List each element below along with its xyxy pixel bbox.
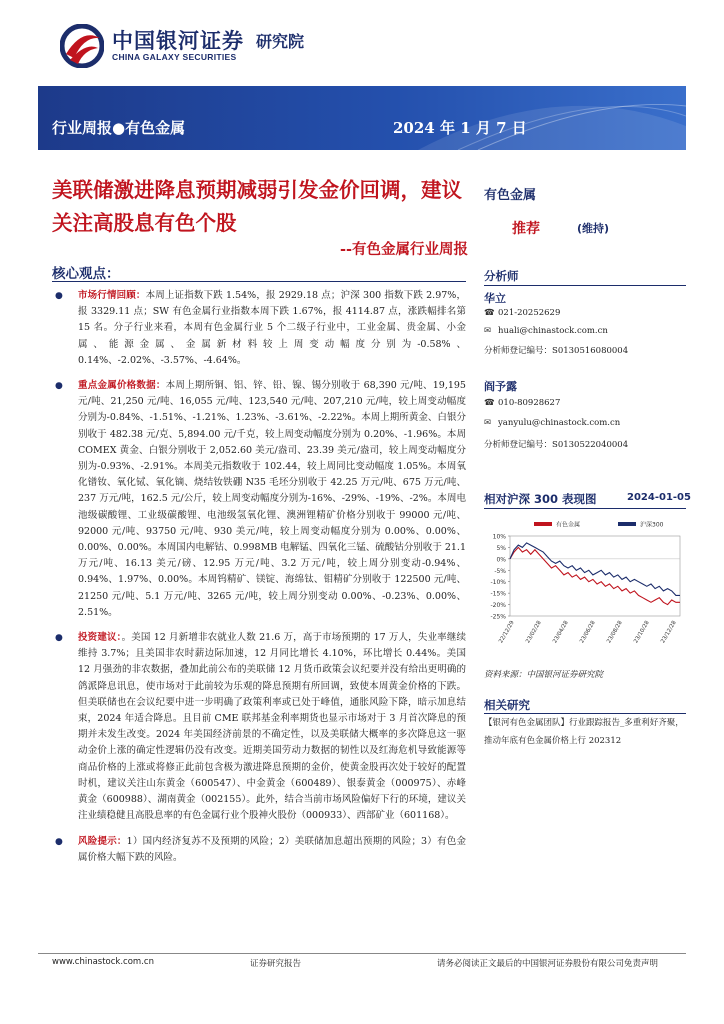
x-tick-label: 23/10/28 — [633, 620, 651, 645]
relative-performance-chart — [484, 516, 686, 646]
list-item — [52, 630, 466, 824]
x-tick-label: 23/06/28 — [579, 620, 597, 645]
phone-icon: ☎ — [484, 308, 495, 318]
bullet-icon: ● — [55, 836, 63, 847]
phone-number: 021-20252629 — [498, 308, 561, 318]
y-tick-label: -20% — [490, 602, 506, 610]
footer-divider — [38, 953, 686, 954]
related-research-link[interactable]: 【银河有色金属团队】行业跟踪报告_多重利好齐聚，推动年底有色金属价格上行 202312 — [484, 718, 684, 746]
footer-website[interactable]: www.chinastock.com.cn — [52, 957, 154, 967]
galaxy-logo-icon — [60, 24, 104, 68]
item-text: 本周上期所铜、铝、锌、铅、镍、锡分别收于 68,390 元/吨、19,195 元/吨、21,250 元/吨、16,055 元/吨、123,540 元/吨、207,210 元/吨，较上周变动幅度分别为-0.84%、-1.51%、-1.21%、1.23%、-3.61%、-2.22%。本周上期所黄金、白银分别收于 482.38 元/克、5,894.00 元/千克，较上周变动幅度分别为 0.20%、-1.96%。本周 COMEX 黄金、白银分别收于 2,052.60 美元/盎司、23.39 美元/盎司，较上周变动幅度分别为-0.93%、-2.91%。本周美元指数收于 102.44，较上周同比变动幅度 1.05%。本周氧化镨钕、氧化铽、氧化镝、烧结钕铁硼 N35 毛坯分别收于 42.25 万元/吨、675 万元/吨、237 万元/吨，162.5 元/公斤，较上周变动幅度分别为-16%、-29%、-19%、-2%。本周电池级碳酸锂、工业级碳酸锂、电池级氢氧化锂、澳洲锂精矿价格分别收于 99000 元/吨、92000 元/吨、93750 元/吨、930 美元/吨，较上周变动幅度分别为 0.00%、0.00%、0.00%、0.00%。本周国内电解钴、0.998MB 电解锰、四氧化三锰、硫酸钴分别收于 21.1 万元/吨、16.13 美元/磅、12.95 万元/吨、3.2 万元/吨，较上周分别变动-0.94%、0.94%、1.97%、0.00%。本周钨精矿、镁锭、海绵钛、钼精矿分别收于 122500 元/吨、21250 元/吨、5.1 万元/吨、3265 元/吨，较上周分别变动 0.00%、-0.23%、0.00%、2.51%。 — [78, 380, 466, 618]
legend-label: 沪深300 — [640, 521, 664, 529]
logo-chinese-name: 中国银河证券 — [112, 29, 244, 53]
bullet-icon: ● — [55, 633, 63, 644]
report-banner — [38, 86, 686, 150]
core-view-divider — [52, 281, 466, 282]
analyst-registration: 分析师登记编号：S0130522040004 — [484, 440, 629, 450]
logo-english-name: CHINA GALAXY SECURITIES — [112, 52, 237, 62]
y-tick-label: 5% — [496, 544, 506, 552]
sector-label: 有色金属 — [484, 188, 537, 203]
item-text: 。美国 12 月新增非农就业人数 21.6 万，高于市场预期的 17 万人，失业率继续维持 3.7%；且美国非农时薪边际加速，12 月同比增长 4.10%，环比增长 0.44%。美国 12 月强劲的非农数据，叠加此前公布的美联储 12 月货币政策会议纪要并没有给出更明确的鸽派降息讯息，使市场对于此前较为乐观的降息预期有所回调，致使本周黄金价格的下跌。但美联储也在会议纪要中进一步明确了政策利率或已处于峰值，通胀风险下降，暗示加息结束，2024 年适合降息。且目前 CME 联邦基金利率期货也显示市场对于 3 月首次降息的预期并未发生改变。2024 年美国经济前景的不确定性，以及美联储大概率的多次降息这一驱动金价上涨的确定性逻辑仍没有改变。近期美国劳动力数据的韧性以及红海危机导致能源等商品价格的上涨或将修正此前包含极为激进降息预期的金价，使黄金股再次处于较好的配置时机，建议关注山东黄金（600547）、中金黄金（600489）、银泰黄金（000975）、赤峰黄金（600988）、湖南黄金（002155）。此外，结合当前市场风险偏好下行的环境，建议关注业绩稳健且高股息率的有色金属行业个股神火股份（000933）、西部矿业（601168）。 — [78, 632, 466, 822]
rating-label: 推荐 — [512, 221, 540, 237]
item-lead: 风险提示： — [78, 835, 127, 847]
y-tick-label: 0% — [496, 556, 506, 564]
y-tick-label: -25% — [490, 613, 506, 621]
chart-date: 2024-01-05 — [627, 492, 691, 503]
x-tick-label: 23/02/28 — [525, 620, 543, 645]
bullet-icon: ● — [55, 381, 63, 392]
analyst-phone — [484, 308, 560, 318]
item-lead: 市场行情回顾： — [78, 290, 146, 301]
core-view-list — [52, 288, 466, 866]
report-category: 行业周报●有色金属 — [52, 119, 186, 137]
email-icon: ✉ — [484, 326, 492, 336]
x-tick-label: 22/12/29 — [498, 620, 516, 645]
y-tick-label: -5% — [494, 567, 506, 575]
list-item — [52, 288, 466, 369]
chart-heading: 相对沪深 300 表现图 — [484, 492, 597, 506]
item-text: 本周上证指数下跌 1.54%，报 2929.18 点；沪深 300 指数下跌 2.97%，报 3329.11 点；SW 有色金属行业指数本周下跌 1.67%，报 4114.87 点，涨跌幅排名第 15 名。分子行业来看，本周有色金属行业 5 个二级子行业中，工业金属、贵金属、小金属、能源金属、金属新材料较上周变动幅度分别为-0.58%、0.14%、-2.02%、-3.57%、-4.64%。 — [78, 290, 466, 366]
list-item — [52, 378, 466, 621]
legend-label: 有色金属 — [556, 521, 581, 529]
item-lead: 投资建议： — [78, 632, 122, 644]
email-address: huali@chinastock.com.cn — [498, 326, 608, 336]
list-item — [52, 834, 466, 866]
analyst-name: 华立 — [484, 292, 506, 305]
y-tick-label: 10% — [492, 533, 506, 541]
phone-number: 010-80928627 — [498, 398, 561, 408]
analyst-phone — [484, 398, 560, 408]
footer-center-label: 证券研究报告 — [250, 959, 302, 969]
email-icon: ✉ — [484, 418, 492, 428]
x-tick-label: 23/12/28 — [660, 620, 678, 645]
legend-swatch — [534, 522, 552, 526]
related-heading: 相关研究 — [484, 698, 530, 712]
y-tick-label: -10% — [490, 579, 506, 587]
report-date: 2024 年 1 月 7 日 — [393, 119, 527, 137]
phone-icon: ☎ — [484, 398, 495, 408]
chart-source: 资料来源：中国银河证券研究院 — [484, 670, 604, 680]
rating-note: (维持) — [577, 222, 610, 235]
email-address: yanyulu@chinastock.com.cn — [498, 418, 621, 428]
chart-divider — [484, 508, 686, 509]
research-institute-label: 研究院 — [256, 32, 305, 51]
analyst-heading: 分析师 — [484, 269, 519, 283]
analyst-email — [484, 326, 608, 336]
y-tick-label: -15% — [490, 590, 506, 598]
x-tick-label: 23/04/28 — [552, 620, 570, 645]
core-view-heading: 核心观点： — [52, 266, 120, 282]
report-subtitle: --有色金属行业周报 — [339, 242, 468, 258]
item-lead: 重点金属价格数据： — [78, 380, 166, 392]
analyst-name: 阎予露 — [484, 380, 517, 393]
x-tick-label: 23/08/28 — [606, 620, 624, 645]
item-text: 1）国内经济复苏不及预期的风险；2）美联储加息超出预期的风险；3）有色金属价格大幅下跌的风险。 — [78, 835, 466, 863]
legend-swatch — [618, 522, 636, 526]
analyst-registration: 分析师登记编号：S0130516080004 — [484, 346, 629, 356]
report-title: 美联储激进降息预期减弱引发金价回调，建议关注高股息有色个股 — [52, 178, 462, 235]
footer-disclaimer: 请务必阅读正文最后的中国银河证券股份有限公司免责声明 — [437, 959, 659, 969]
analyst-divider — [484, 285, 686, 286]
bullet-icon: ● — [55, 291, 63, 301]
analyst-email — [484, 418, 620, 428]
series-line — [510, 547, 680, 604]
company-logo — [60, 22, 320, 70]
